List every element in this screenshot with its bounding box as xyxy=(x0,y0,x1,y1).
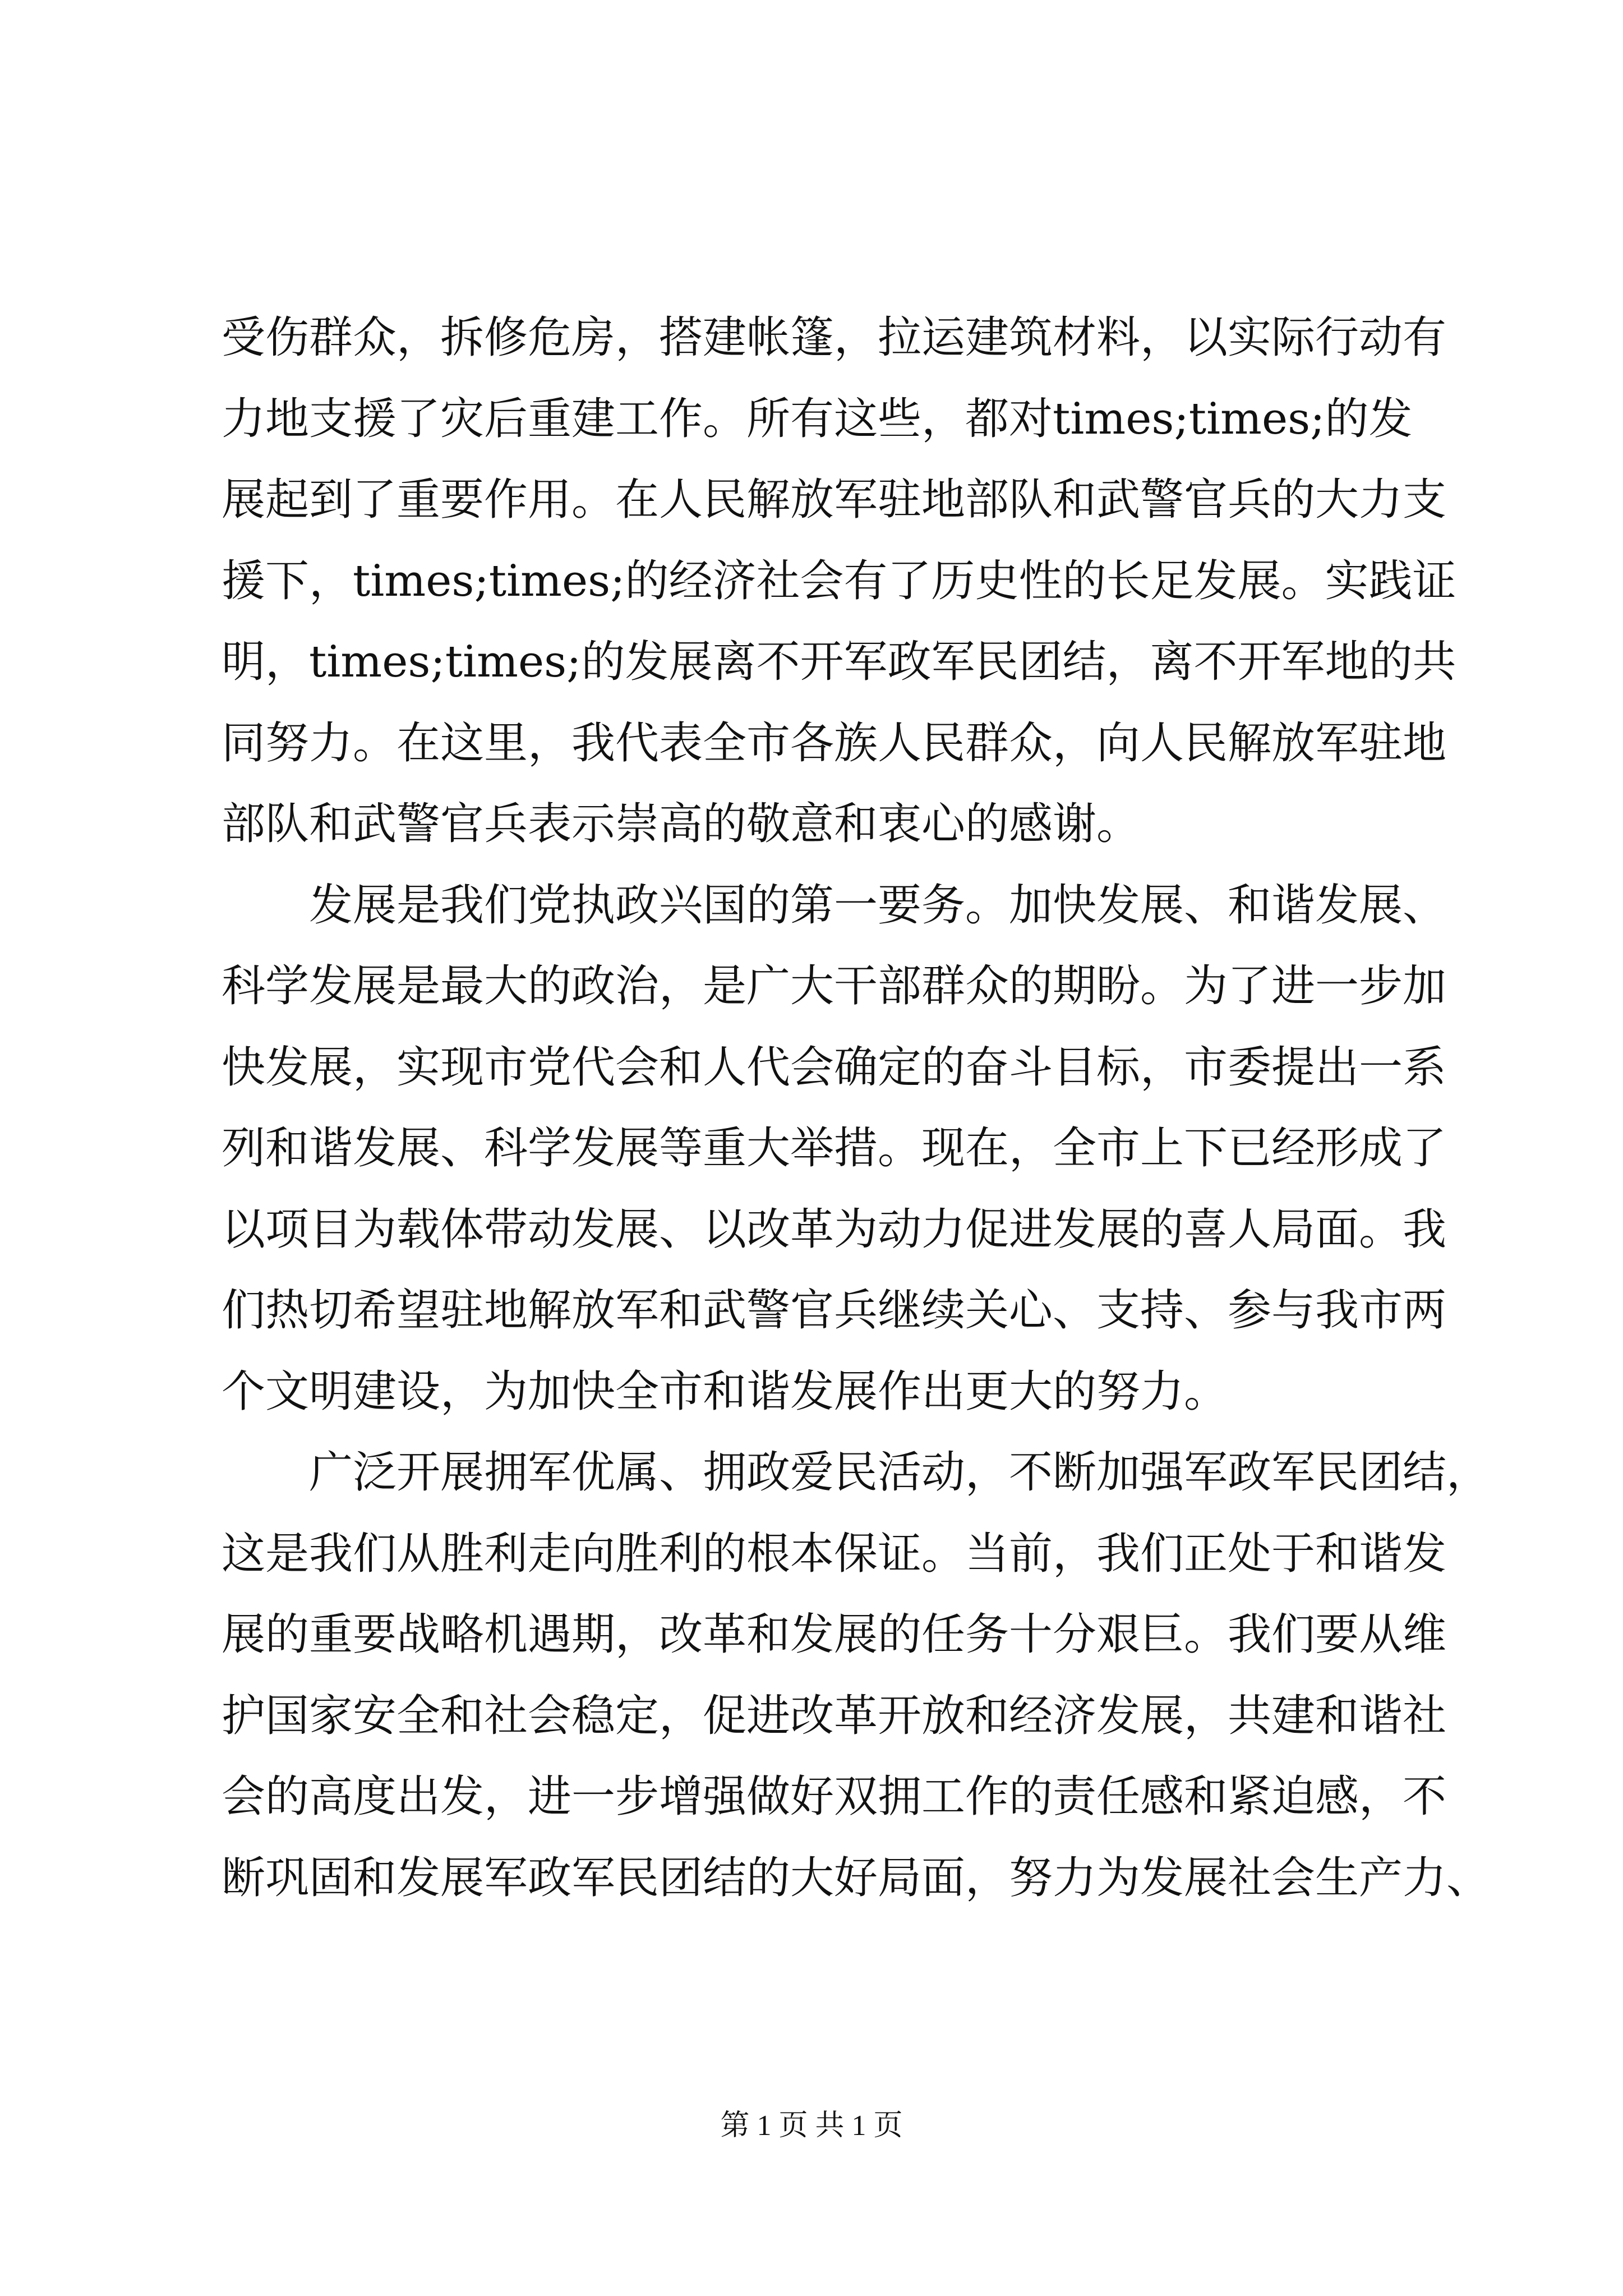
text-line: 受伤群众，拆修危房，搭建帐篷，拉运建筑材料，以实际行动有 xyxy=(222,312,1447,363)
page-number-label: 第 1 页 共 1 页 xyxy=(720,2110,903,2142)
text-line: 以项目为载体带动发展、以改革为动力促进发展的喜人局面。我 xyxy=(222,1204,1447,1255)
text-line: 个文明建设，为加快全市和谐发展作出更大的努力。 xyxy=(222,1366,1228,1417)
text-line: 断巩固和发展军政军民团结的大好局面，努力为发展社会生产力、 xyxy=(222,1852,1491,1903)
paragraph-first-line: 广泛开展拥军优属、拥政爱民活动，不断加强军政军民团结， xyxy=(222,1447,1491,1498)
document-body xyxy=(222,297,1491,1918)
text-line: 同努力。在这里，我代表全市各族人民群众，向人民解放军驻地 xyxy=(222,717,1447,769)
text-line: 会的高度出发，进一步增强做好双拥工作的责任感和紧迫感，不 xyxy=(222,1772,1447,1822)
text-line: 部队和武警官兵表示崇高的敬意和衷心的感谢。 xyxy=(222,799,1141,849)
text-line: 科学发展是最大的政治，是广大干部群众的期盼。为了进一步加 xyxy=(222,961,1447,1011)
text-line: 护国家安全和社会稳定，促进改革开放和经济发展，共建和谐社 xyxy=(222,1690,1447,1741)
text-line: 列和谐发展、科学发展等重大举措。现在，全市上下已经形成了 xyxy=(222,1123,1447,1174)
text-line: 明，times;times;的发展离不开军政军民团结，离不开军地的共 xyxy=(222,637,1456,687)
text-line: 快发展，实现市党代会和人代会确定的奋斗目标，市委提出一系 xyxy=(222,1042,1447,1093)
text-line: 这是我们从胜利走向胜利的根本保证。当前，我们正处于和谐发 xyxy=(222,1528,1447,1579)
page-footer xyxy=(0,2106,1623,2146)
paragraph-first-line: 发展是我们党执政兴国的第一要务。加快发展、和谐发展、 xyxy=(222,880,1447,931)
text-line: 展起到了重要作用。在人民解放军驻地部队和武警官兵的大力支 xyxy=(222,475,1447,525)
text-line: 力地支援了灾后重建工作。所有这些，都对times;times;的发 xyxy=(222,393,1413,444)
text-line: 们热切希望驻地解放军和武警官兵继续关心、支持、参与我市两 xyxy=(222,1285,1447,1336)
text-line: 展的重要战略机遇期，改革和发展的任务十分艰巨。我们要从维 xyxy=(222,1609,1447,1660)
text-line: 援下，times;times;的经济社会有了历史性的长足发展。实践证 xyxy=(222,555,1456,606)
